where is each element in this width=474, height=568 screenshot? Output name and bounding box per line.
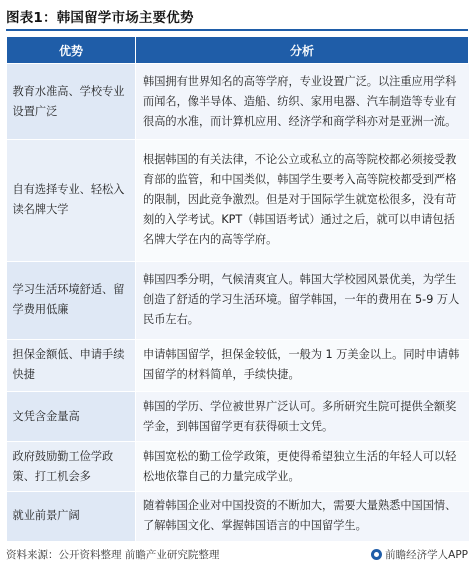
figure-title: 图表1：韩国留学市场主要优势 (6, 10, 194, 26)
analysis-cell: 韩国四季分明，气候清爽宜人。韩国大学校园风景优美，为学生创造了舒适的学习生活环境。留学韩国，一年的费用在 5-9 万人民币左右。 (136, 261, 469, 339)
analysis-cell: 申请韩国留学，担保金较低，一般为 1 万美金以上。同时申请韩国留学的材料简单，手续快捷。 (136, 339, 469, 391)
advantage-cell: 政府鼓励勤工俭学政策、打工机会多 (7, 442, 136, 492)
analysis-cell: 韩国宽松的勤工俭学政策，更使得希望独立生活的年轻人可以轻松地依靠自己的力量完成学业。 (136, 442, 469, 492)
footer (6, 544, 468, 564)
table-row (7, 64, 469, 140)
brand-name: 前瞻经济学人APP (385, 548, 468, 561)
source-note: 资料来源：公开资料整理 前瞻产业研究院整理 (6, 548, 220, 561)
advantage-cell: 文凭含金量高 (7, 392, 136, 442)
advantage-cell: 就业前景广阔 (7, 491, 136, 541)
header-advantage: 优势 (7, 37, 136, 64)
analysis-cell: 随着韩国企业对中国投资的不断加大，需要大量熟悉中国国情、了解韩国文化、掌握韩国语言的中国留学生。 (136, 491, 469, 541)
table-row (7, 392, 469, 442)
advantages-table (6, 36, 469, 542)
table-row (7, 140, 469, 262)
title-divider (6, 29, 468, 31)
analysis-cell: 韩国的学历、学位被世界广泛认可。多所研究生院可提供全额奖学金，到韩国留学更有获得硕士文凭。 (136, 392, 469, 442)
table-header-row (7, 37, 469, 64)
table-row (7, 339, 469, 391)
advantage-cell: 担保金额低、申请手续快捷 (7, 339, 136, 391)
header-analysis: 分析 (136, 37, 469, 64)
table-row (7, 261, 469, 339)
table-row (7, 491, 469, 541)
advantage-cell: 教育水准高、学校专业设置广泛 (7, 64, 136, 140)
brand (371, 547, 468, 562)
table-row (7, 442, 469, 492)
analysis-cell: 韩国拥有世界知名的高等学府，专业设置广泛。以注重应用学科而闻名，像半导体、造船、纺织、家用电器、汽车制造等专业有很高的水准，而计算机应用、经济学和商学科亦对是亚洲一流。 (136, 64, 469, 140)
advantage-cell: 学习生活环境舒适、留学费用低廉 (7, 261, 136, 339)
advantage-cell: 自有选择专业、轻松入读名牌大学 (7, 140, 136, 262)
analysis-cell: 根据韩国的有关法律，不论公立或私立的高等院校都必须接受教育部的监管，和中国类似，韩国学生要考入高等院校都受到严格的限制，因此竞争激烈。但是对于国际学生就宽松很多，没有苛刻的入学考试。KPT（韩国语考试）通过之后，就可以申请包括名牌大学在内的高等学府。 (136, 140, 469, 262)
qianzhan-logo-icon (371, 549, 382, 560)
